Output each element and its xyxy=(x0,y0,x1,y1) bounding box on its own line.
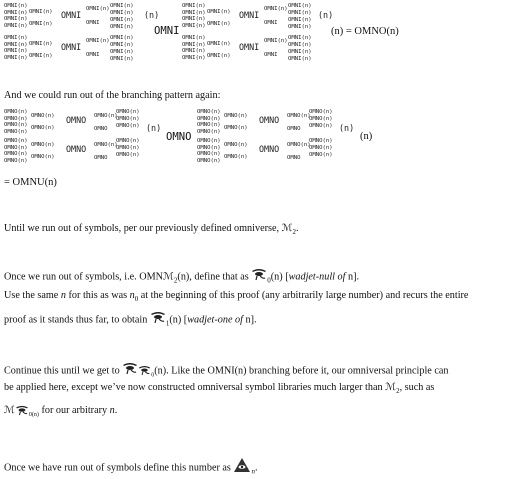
branch-hub: OMNO xyxy=(287,126,301,132)
subscript: 0(n) xyxy=(28,412,39,419)
branch-hub: OMNO xyxy=(66,115,87,125)
paragraph-continue-line2 xyxy=(4,381,434,398)
tower-cell: OMNO(n) xyxy=(4,128,28,135)
tower-cell: OMNI(n) xyxy=(288,49,312,55)
branch-hub: OMNI xyxy=(61,10,82,20)
text: Until we run out of symbols, per our previously defined omniverse, xyxy=(4,223,282,234)
tower-cell: OMNO(n) xyxy=(197,122,221,129)
tower-cell: OMNI(n) xyxy=(182,22,206,29)
text: . xyxy=(114,405,118,416)
tower-cell: OMNO(n) xyxy=(4,109,28,115)
tower-cell: OMNO(n) xyxy=(287,142,311,148)
n-label: (n) xyxy=(144,10,160,20)
branch-hub: OMNO xyxy=(287,155,301,161)
subscript: 2 xyxy=(396,387,400,396)
text: wadjet-null of xyxy=(288,271,346,283)
tower-cell: OMNI(n) xyxy=(4,22,28,29)
branch-hub: OMNI xyxy=(264,52,278,58)
tower-cell: OMNI(n) xyxy=(29,41,53,47)
paragraph-continue-line3 xyxy=(4,404,117,422)
subscript: 0 xyxy=(267,276,271,285)
branch-hub: OMNI xyxy=(239,42,260,52)
tower xyxy=(4,3,28,29)
paragraph-continue xyxy=(4,362,449,382)
tower-cell: OMNI(n) xyxy=(288,35,312,41)
tower-cell: OMNI(n) xyxy=(4,54,28,61)
subscript: 0 xyxy=(134,295,139,304)
text: Once we have run out of symbols define this number as xyxy=(4,462,234,474)
omno-block xyxy=(4,138,140,164)
tower-cell: OMNI(n) xyxy=(110,17,134,23)
tower-cell: OMNI(n) xyxy=(288,3,312,9)
equation-argument: (n) xyxy=(360,131,373,142)
equation-result: = OMNU(n) xyxy=(4,177,57,188)
tower-cell: OMNO(n) xyxy=(4,115,28,122)
center-operator: OMNI xyxy=(154,25,180,37)
tower-cell: OMNI(n) xyxy=(182,48,206,55)
wadjet-eye-icon xyxy=(122,362,138,380)
tower-cell: OMNI(n) xyxy=(288,56,312,62)
center-operator: OMNO xyxy=(166,131,192,143)
tower-cell: OMNI(n) xyxy=(207,9,231,15)
tower-cell: OMNI(n) xyxy=(110,3,134,9)
text: (n), define that as xyxy=(177,271,252,283)
tower-cell: OMNI(n) xyxy=(182,9,206,16)
tower-cell: OMNO(n) xyxy=(197,144,221,151)
branch-hub: OMNO xyxy=(66,144,87,154)
tower-cell: OMNI(n) xyxy=(288,17,312,23)
branch-hub: OMNO xyxy=(259,144,280,154)
tower-cell: OMNO(n) xyxy=(4,138,28,144)
subscript: 2 xyxy=(173,276,178,285)
text: be applied here, except we’ve now constructed omniversal symbol libraries much larger than xyxy=(4,382,386,393)
eye-of-providence-icon xyxy=(233,458,251,478)
branch-hub: OMNI xyxy=(239,10,260,20)
tower-cell: OMNO(n) xyxy=(4,151,28,158)
text: n]. xyxy=(242,314,257,326)
paragraph-until xyxy=(4,222,299,239)
text: n xyxy=(60,290,66,301)
tower-cell: OMNI(n) xyxy=(207,53,231,59)
branch-hub: OMNO xyxy=(94,126,108,132)
tower-cell: OMNO(n) xyxy=(116,116,140,122)
tower-cell: OMNI(n) xyxy=(86,6,110,12)
tower-cell: OMNI(n) xyxy=(4,3,28,9)
tower-cell: OMNI(n) xyxy=(4,16,28,23)
tower-cell: OMNI(n) xyxy=(110,56,134,62)
wadjet-eye-icon xyxy=(138,365,151,381)
tower-cell: OMNI(n) xyxy=(4,9,28,16)
omni-block xyxy=(4,35,134,62)
text: proof as it stands thus far, to obtain xyxy=(4,314,150,326)
text: for our arbitrary xyxy=(38,405,110,416)
branch-hub: OMNO xyxy=(259,115,280,125)
tower-cell: OMNO(n) xyxy=(31,142,55,148)
tower-cell: OMNO(n) xyxy=(287,113,311,119)
branch-hub: OMNI xyxy=(86,20,100,26)
subscript: 1 xyxy=(165,319,170,328)
tower-cell: OMNO(n) xyxy=(197,109,221,115)
branch-hub: OMNI xyxy=(86,52,100,58)
tower-cell: OMNI(n) xyxy=(110,42,134,48)
subscript: 0 xyxy=(151,372,155,379)
tower-cell: OMNI(n) xyxy=(110,35,134,41)
tower-cell: OMNI(n) xyxy=(110,24,134,30)
omno-block xyxy=(4,109,140,135)
tower-cell: OMNO(n) xyxy=(31,125,55,131)
paragraph-branching: And we could run out of the branching pattern again: xyxy=(4,90,221,101)
tower-cell: OMNO(n) xyxy=(197,138,221,144)
subscript: 2 xyxy=(292,228,296,237)
tower-cell: OMNO(n) xyxy=(224,142,248,148)
text: at the beginning of this proof (any arbitrarily large number) and recurs the entire xyxy=(138,290,469,301)
tower-cell: OMNO(n) xyxy=(309,152,333,158)
n-label: (n) xyxy=(146,123,162,133)
tower-cell: OMNO(n) xyxy=(309,109,333,115)
tower-cell: OMNI(n) xyxy=(182,35,206,41)
omni-block xyxy=(182,35,312,62)
tower-cell: OMNI(n) xyxy=(182,3,206,9)
text: for this as was xyxy=(65,290,130,301)
wadjet-eye-icon xyxy=(251,268,267,286)
tower-cell: OMNI(n) xyxy=(288,42,312,48)
tower-cell: OMNI(n) xyxy=(29,9,53,15)
tower-cell: OMNO(n) xyxy=(94,142,118,148)
tower-cell: OMNO(n) xyxy=(197,157,221,164)
tower-cell: OMNI(n) xyxy=(264,6,288,12)
tower-cell: OMNI(n) xyxy=(29,21,53,27)
omniverse-symbol: ℳ xyxy=(385,382,397,393)
tower-cell: OMNO(n) xyxy=(4,144,28,151)
wadjet-eye-icon xyxy=(150,311,166,329)
n-label: (n) xyxy=(339,123,355,133)
paragraph-use-line2 xyxy=(4,311,257,330)
omno-block xyxy=(197,138,333,164)
tower-cell: OMNI(n) xyxy=(182,54,206,61)
text: , such as xyxy=(399,382,435,393)
subscript: n xyxy=(251,467,255,476)
tower-cell: OMNI(n) xyxy=(207,41,231,47)
tower-cell: OMNO(n) xyxy=(116,123,140,129)
tower-cell: OMNO(n) xyxy=(197,128,221,135)
tower-cell: OMNO(n) xyxy=(4,157,28,164)
text: n xyxy=(109,405,115,416)
tower-cell: OMNO(n) xyxy=(309,145,333,151)
tower-cell: OMNI(n) xyxy=(264,38,288,44)
omni-block xyxy=(182,3,334,30)
text: . xyxy=(295,223,299,234)
text: Once we run out of symbols, i.e. OMN xyxy=(4,271,164,283)
text: n xyxy=(129,290,135,301)
tower-cell: OMNO(n) xyxy=(4,122,28,129)
text: Use the same xyxy=(4,290,61,301)
tower-cell: OMNO(n) xyxy=(224,113,248,119)
tower-cell: OMNI(n) xyxy=(4,41,28,48)
tower-cell: OMNI(n) xyxy=(110,49,134,55)
omniverse-symbol: ℳ xyxy=(281,223,293,234)
tower-cell: OMNO(n) xyxy=(197,115,221,122)
tower-cell: OMNO(n) xyxy=(197,151,221,158)
omno-block xyxy=(197,109,333,135)
tower-cell: OMNO(n) xyxy=(309,138,333,144)
tower-cell: OMNO(n) xyxy=(94,113,118,119)
omniverse-symbol: ℳ xyxy=(4,405,15,416)
tower-cell: OMNI(n) xyxy=(29,53,53,59)
tower-cell: OMNO(n) xyxy=(309,116,333,122)
text: n]. xyxy=(345,271,360,283)
omniverse-symbol: ℳ xyxy=(163,271,174,283)
tower-cell: OMNI(n) xyxy=(288,10,312,16)
tower-cell: OMNO(n) xyxy=(224,125,248,131)
tower-cell: OMNO(n) xyxy=(309,123,333,129)
tower-cell: OMNI(n) xyxy=(110,10,134,16)
tower-cell: OMNO(n) xyxy=(31,154,55,160)
text: wadjet-one of xyxy=(187,314,243,326)
paragraph-once xyxy=(4,268,359,287)
tower-cell: OMNO(n) xyxy=(224,154,248,160)
n-label: (n) xyxy=(318,10,334,20)
tower-cell: OMNO(n) xyxy=(116,152,140,158)
tower-cell: OMNI(n) xyxy=(86,38,110,44)
tower-cell: OMNI(n) xyxy=(207,21,231,27)
branch-hub: OMNO xyxy=(94,155,108,161)
tower-cell: OMNO(n) xyxy=(116,138,140,144)
tower-cell: OMNI(n) xyxy=(4,48,28,55)
paragraph-final xyxy=(4,458,258,478)
branch-hub: OMNI xyxy=(264,20,278,26)
text: (n). Like the OMNI(n) branching before it, our omniversal principle can xyxy=(154,365,449,377)
tower-cell: OMNI(n) xyxy=(4,35,28,41)
wadjet-eye-icon xyxy=(15,405,29,421)
tower-cell: OMNO(n) xyxy=(116,145,140,151)
text: . xyxy=(254,462,258,474)
branch-hub: OMNI xyxy=(61,42,82,52)
text: (n) [ xyxy=(270,271,289,283)
text: (n) [ xyxy=(169,314,188,326)
tower-cell: OMNO(n) xyxy=(31,113,55,119)
equation-result: (n) = OMNO(n) xyxy=(331,26,399,37)
tower-cell: OMNO(n) xyxy=(116,109,140,115)
tower-cell: OMNI(n) xyxy=(182,16,206,23)
tower-cell: OMNI(n) xyxy=(288,24,312,30)
text: Continue this until we get to xyxy=(4,365,123,377)
paragraph-use xyxy=(4,289,468,306)
tower-cell: OMNI(n) xyxy=(182,41,206,48)
